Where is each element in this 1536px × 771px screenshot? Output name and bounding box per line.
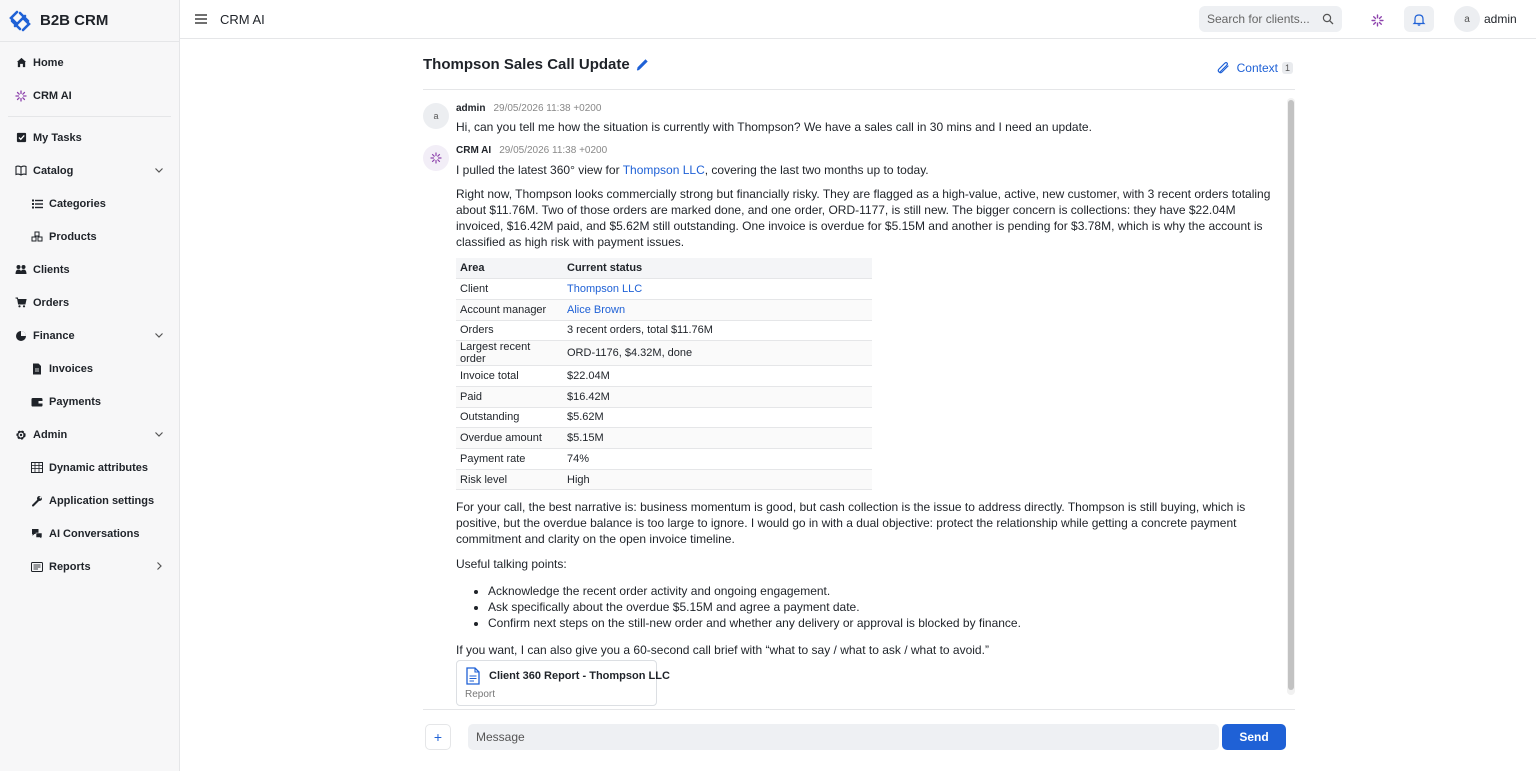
pie-chart-icon xyxy=(15,330,27,342)
book-icon xyxy=(15,165,27,177)
sidebar-item-admin[interactable] xyxy=(8,418,171,451)
brand[interactable] xyxy=(0,0,179,42)
table-row xyxy=(456,407,872,428)
sidebar-item-label: Finance xyxy=(33,329,75,342)
intro-text: I pulled the latest 360° view for xyxy=(456,163,623,177)
chevron-right-icon[interactable] xyxy=(153,560,165,572)
table-icon xyxy=(31,462,43,474)
sidebar-item-label: AI Conversations xyxy=(49,527,140,540)
chevron-down-icon[interactable] xyxy=(153,164,165,176)
message-author: CRM AI xyxy=(456,144,492,156)
chat-icon xyxy=(31,528,43,540)
table-row xyxy=(456,428,872,449)
sidebar-item-ai-conversations[interactable] xyxy=(8,517,171,550)
sidebar-item-categories[interactable] xyxy=(8,187,171,220)
table-row xyxy=(456,341,872,366)
add-attachment-button[interactable]: + xyxy=(425,724,451,750)
table-cell-area: Invoice total xyxy=(456,366,563,387)
table-cell-status: $22.04M xyxy=(563,366,872,387)
topbar xyxy=(180,0,1536,39)
table-row xyxy=(456,279,872,300)
table-cell-area: Paid xyxy=(456,386,563,407)
conversation-header xyxy=(423,40,1295,90)
table-cell-area: Overdue amount xyxy=(456,428,563,449)
file-icon xyxy=(31,363,43,375)
sidebar-item-orders[interactable] xyxy=(8,286,171,319)
message-intro xyxy=(456,162,1283,178)
table-cell-status: $16.42M xyxy=(563,386,872,407)
context-button[interactable] xyxy=(1217,61,1293,75)
client-link[interactable]: Thompson LLC xyxy=(622,163,705,177)
sidebar-item-label: Invoices xyxy=(49,362,94,375)
sidebar-item-my-tasks[interactable] xyxy=(8,121,171,154)
task-check-icon xyxy=(15,132,27,144)
table-cell-status: High xyxy=(563,469,872,490)
search-icon[interactable] xyxy=(1322,13,1334,25)
sidebar-item-invoices[interactable] xyxy=(8,352,171,385)
sidebar-item-label: Products xyxy=(49,230,97,243)
ai-sparkle-icon xyxy=(15,90,27,102)
table-row xyxy=(456,386,872,407)
talking-points-list xyxy=(456,583,1283,631)
list-item: • Acknowledge the recent order activity and ongoing engagement. xyxy=(488,583,1283,599)
table-cell-status: $5.62M xyxy=(563,407,872,428)
sidebar-item-payments[interactable] xyxy=(8,385,171,418)
message-meta xyxy=(456,101,1092,115)
pencil-edit-icon[interactable] xyxy=(635,57,650,72)
sidebar-item-catalog[interactable] xyxy=(8,154,171,187)
document-icon xyxy=(465,667,481,685)
message-input[interactable] xyxy=(468,724,1219,750)
message-time: 29/05/2026 11:38 +0200 xyxy=(493,102,602,114)
ai-avatar xyxy=(423,145,449,171)
message-ai xyxy=(423,143,1283,706)
message-meta xyxy=(456,143,1283,157)
home-icon xyxy=(15,57,27,69)
intro-text: , covering the last two months up to today. xyxy=(704,163,929,177)
wrench-icon xyxy=(31,495,43,507)
message-text: Hi, can you tell me how the situation is currently with Thompson? We have a sales call in 30 mins and I need an update. xyxy=(456,120,1092,134)
table-cell-area: Orders xyxy=(456,320,563,341)
sidebar-item-label: Orders xyxy=(33,296,70,309)
table-cell-status: ORD-1176, $4.32M, done xyxy=(563,341,872,366)
table-cell-area: Account manager xyxy=(456,299,563,320)
list-item: • Ask specifically about the overdue $5.15M and agree a payment date. xyxy=(488,599,1283,615)
sidebar-item-dynamic-attributes[interactable] xyxy=(8,451,171,484)
message-time: 29/05/2026 11:38 +0200 xyxy=(499,144,608,156)
sidebar-item-label: Reports xyxy=(49,560,91,573)
table-cell-status: 3 recent orders, total $11.76M xyxy=(563,320,872,341)
table-cell-area: Payment rate xyxy=(456,449,563,470)
conversation-title: Thompson Sales Call Update xyxy=(423,56,630,73)
ai-sparkle-icon xyxy=(1371,14,1384,27)
people-icon xyxy=(15,264,27,276)
message-author: admin xyxy=(456,102,486,114)
table-cell-status[interactable]: Alice Brown xyxy=(563,299,872,320)
table-row xyxy=(456,299,872,320)
table-row xyxy=(456,449,872,470)
gear-icon xyxy=(15,429,27,441)
sidebar-item-label: Dynamic attributes xyxy=(49,461,149,474)
sidebar-item-label: Catalog xyxy=(33,164,74,177)
sidebar-item-label: Home xyxy=(33,56,64,69)
list-icon xyxy=(31,198,43,210)
notifications-button[interactable] xyxy=(1404,6,1434,32)
cart-icon xyxy=(15,297,27,309)
sidebar-item-crm-ai[interactable] xyxy=(8,79,171,112)
ai-sparkle-icon xyxy=(430,152,442,164)
context-count-badge: 1 xyxy=(1282,62,1293,74)
hamburger-menu-icon[interactable] xyxy=(194,12,208,26)
scrollbar-thumb[interactable] xyxy=(1288,100,1294,690)
table-cell-area: Largest recent order xyxy=(456,341,563,366)
sidebar-item-label: Payments xyxy=(49,395,101,408)
ai-assistant-button[interactable] xyxy=(1364,7,1390,33)
sidebar-item-products[interactable] xyxy=(8,220,171,253)
table-cell-area: Client xyxy=(456,279,563,300)
table-cell-status[interactable]: Thompson LLC xyxy=(563,279,872,300)
brand-name: B2B CRM xyxy=(40,12,109,29)
user-name: admin xyxy=(1484,12,1517,26)
sidebar-item-label: Clients xyxy=(33,263,70,276)
message-paragraph: For your call, the best narrative is: business momentum is good, but cash collection is the issue to address directly. Thompson is still buying, which is positive, but the overdue balance is too large to ignore. I would go in with a dual objective: protect the relationship while getting a concrete payment commitment and clarity on the open invoice timeline. xyxy=(456,500,1246,547)
attachment-card[interactable] xyxy=(456,660,670,706)
main-area xyxy=(180,0,1536,771)
table-cell-area: Risk level xyxy=(456,469,563,490)
message-user xyxy=(423,101,1092,135)
sidebar-item-label: Categories xyxy=(49,197,106,210)
boxes-icon xyxy=(31,231,43,243)
send-button[interactable]: Send xyxy=(1222,724,1286,750)
sidebar-item-home[interactable] xyxy=(8,46,171,79)
table-cell-status: 74% xyxy=(563,449,872,470)
message-composer xyxy=(423,709,1295,771)
chevron-down-icon[interactable] xyxy=(153,329,165,341)
sidebar-divider xyxy=(8,116,171,117)
sidebar-item-reports[interactable] xyxy=(8,550,171,583)
message-closing: If you want, I can also give you a 60-second call brief with “what to say / what to ask / what to avoid.” xyxy=(456,643,989,658)
context-label: Context xyxy=(1236,61,1278,75)
conversation-panel xyxy=(423,40,1295,701)
talking-points-heading: Useful talking points: xyxy=(456,557,567,572)
sidebar-nav xyxy=(0,42,179,583)
table-row xyxy=(456,320,872,341)
message-paragraph: Right now, Thompson looks commercially strong but financially risky. They are flagged as a high-value, active, new customer, with 3 recent orders totaling about $11.76M. Two of those orders are marked done, and one order, ORD-1177, is still new. The bigger concern is collections: they have $22.04M invoiced, $16.42M paid, and $5.62M still outstanding. One invoice is overdue for $5.15M and another is pending for $3.78M, which is why the account is classified as high risk with payment issues. xyxy=(456,187,1271,249)
table-header-row xyxy=(456,258,872,279)
table-cell-area: Outstanding xyxy=(456,407,563,428)
avatar: a xyxy=(423,103,449,129)
page-title: CRM AI xyxy=(220,11,265,27)
paperclip-icon xyxy=(1217,61,1231,75)
bell-icon xyxy=(1413,13,1425,26)
sidebar-item-finance[interactable] xyxy=(8,319,171,352)
column-header: Current status xyxy=(563,258,872,279)
sidebar-item-label: Admin xyxy=(33,428,68,441)
attachment-type: Report xyxy=(465,689,496,701)
scrollbar[interactable] xyxy=(1287,98,1295,695)
sidebar-item-label: My Tasks xyxy=(33,131,82,144)
table-row xyxy=(456,469,872,490)
attachment-title: Client 360 Report - Thompson LLC xyxy=(489,670,670,683)
table-cell-status: $5.15M xyxy=(563,428,872,449)
sidebar-item-label: CRM AI xyxy=(33,89,72,102)
messages-list[interactable] xyxy=(423,98,1295,701)
brand-logo-icon xyxy=(8,9,32,33)
sidebar-item-clients[interactable] xyxy=(8,253,171,286)
list-item: • Confirm next steps on the still-new order and whether any delivery or approval is blocked by finance. xyxy=(488,615,1283,631)
report-icon xyxy=(31,561,43,573)
search-input[interactable] xyxy=(1207,12,1319,26)
table-row xyxy=(456,366,872,387)
sidebar-item-label: Application settings xyxy=(49,494,155,507)
chevron-down-icon[interactable] xyxy=(153,428,165,440)
wallet-icon xyxy=(31,396,43,408)
status-table xyxy=(456,258,872,490)
table-body xyxy=(456,279,872,490)
sidebar-item-application-settings[interactable] xyxy=(8,484,171,517)
column-header: Area xyxy=(456,258,563,279)
user-menu[interactable] xyxy=(1454,6,1517,32)
avatar: a xyxy=(1454,6,1480,32)
sidebar xyxy=(0,0,180,771)
search-box xyxy=(1199,6,1342,32)
